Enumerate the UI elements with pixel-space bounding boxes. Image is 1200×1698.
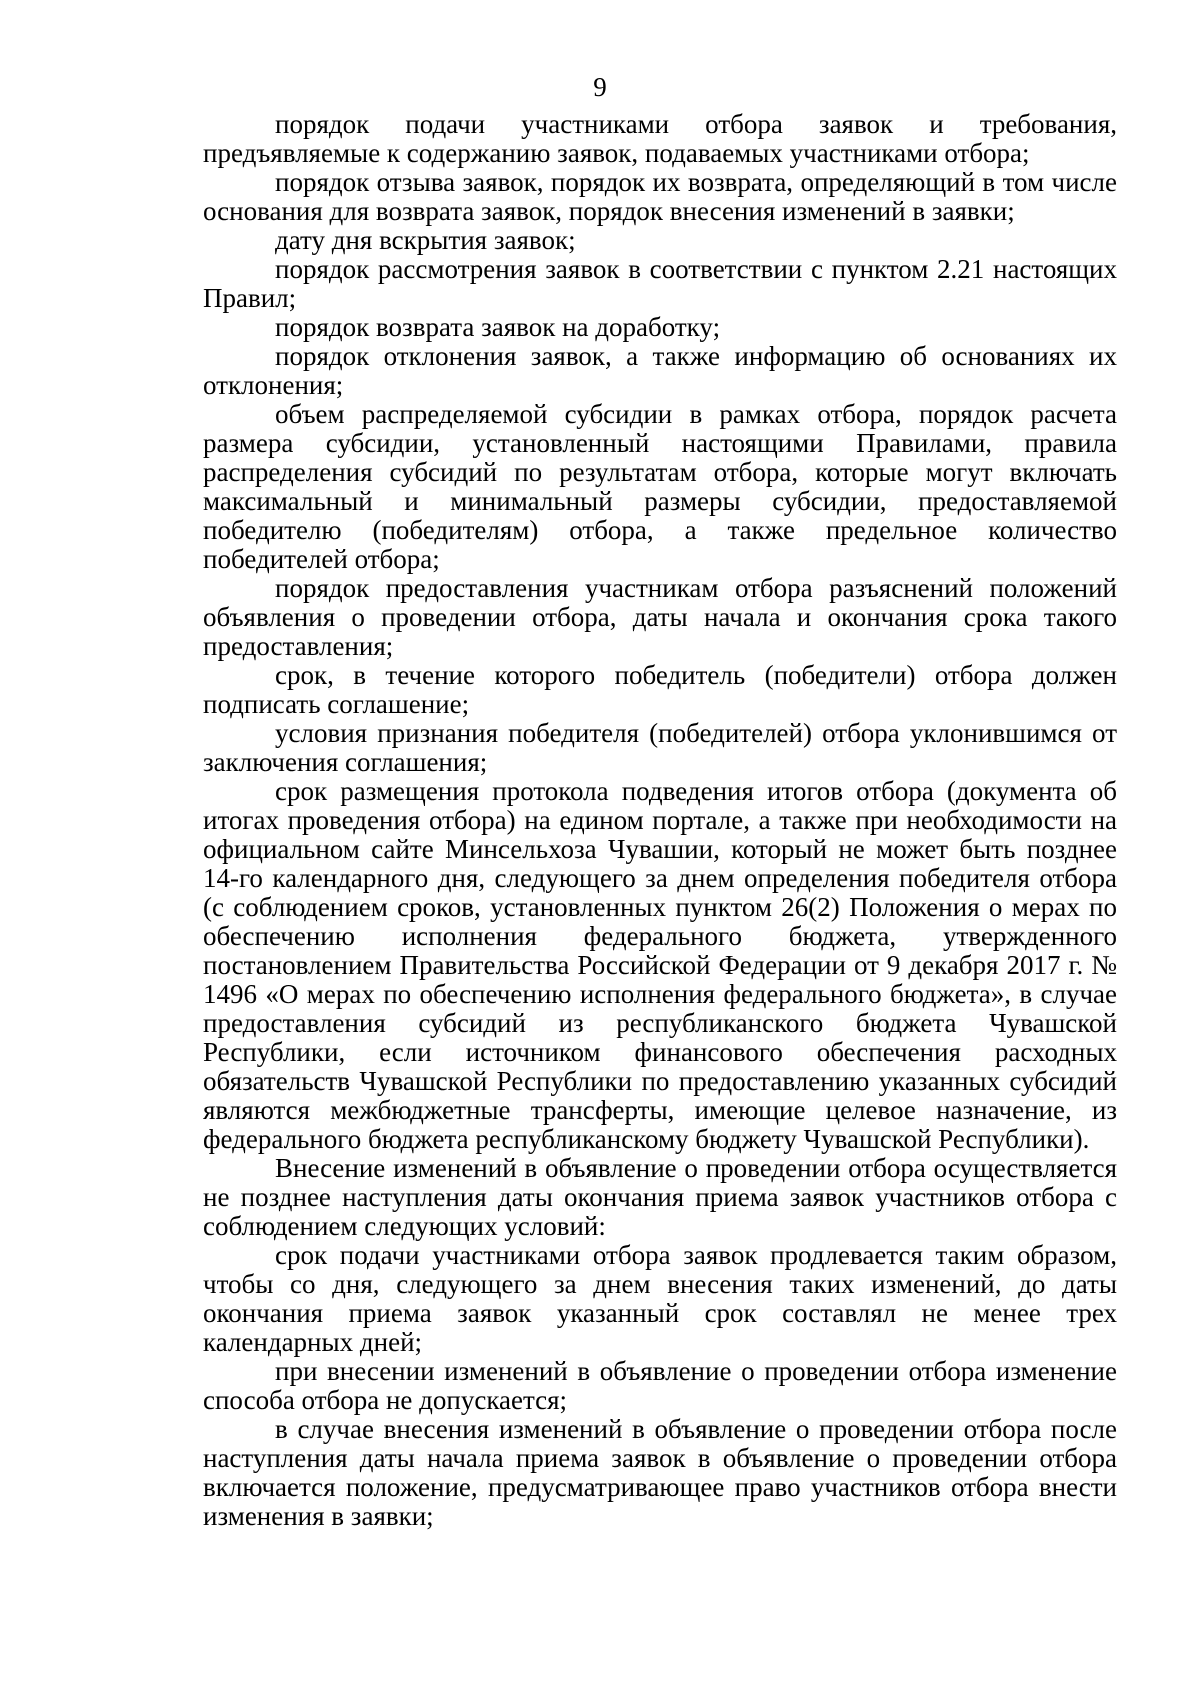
paragraph: срок, в течение которого победитель (победители) отбора должен подписать соглашение;: [203, 660, 1117, 719]
paragraph: порядок возврата заявок на доработку;: [275, 312, 721, 342]
paragraph: в случае внесения изменений в объявление о проведении отбора после наступления даты начала приема заявок в объявление о проведении отбора включается положение, предусматривающее право участников отбора внести изменения в заявки;: [203, 1414, 1117, 1531]
document-body: [203, 110, 1117, 1531]
paragraph: при внесении изменений в объявление о проведении отбора изменение способа отбора не допускается;: [203, 1356, 1117, 1415]
paragraph: порядок подачи участниками отбора заявок и требования, предъявляемые к содержанию заявок, подаваемых участниками отбора;: [203, 109, 1117, 168]
page-number: 9: [593, 72, 607, 102]
paragraph: срок подачи участниками отбора заявок продлевается таким образом, чтобы со дня, следующего за днем внесения таких изменений, до даты окончания приема заявок указанный срок составлял не менее трех календарных дней;: [203, 1240, 1117, 1357]
paragraph: условия признания победителя (победителей) отбора уклонившимся от заключения соглашения;: [203, 718, 1117, 777]
paragraph: срок размещения протокола подведения итогов отбора (документа об итогах проведения отбора) на едином портале, а также при необходимости на официальном сайте Минсельхоза Чувашии, который не может быть позднее 14-го календарного дня, следующего за днем определения победителя отбора (с соблюдением сроков, установленных пунктом 26(2) Положения о мерах по обеспечению исполнения федерального бюджета, утвержденного постановлением Правительства Российской Федерации от 9 декабря 2017 г. № 1496 «О мерах по обеспечению исполнения федерального бюджета», в случае предоставления субсидий из республиканского бюджета Чувашской Республики, если источником финансового обеспечения расходных обязательств Чувашской Республики по предоставлению указанных субсидий являются межбюджетные трансферты, имеющие целевое назначение, из федерального бюджета республиканскому бюджету Чувашской Республики).: [203, 776, 1117, 1154]
paragraph: порядок отзыва заявок, порядок их возврата, определяющий в том числе основания для возврата заявок, порядок внесения изменений в заявки;: [203, 167, 1117, 226]
paragraph: дату дня вскрытия заявок;: [275, 225, 576, 255]
paragraph: порядок рассмотрения заявок в соответствии с пунктом 2.21 настоящих Правил;: [203, 254, 1117, 313]
paragraph: порядок предоставления участникам отбора разъяснений положений объявления о проведении отбора, даты начала и окончания срока такого предоставления;: [203, 573, 1117, 661]
paragraph: порядок отклонения заявок, а также информацию об основаниях их отклонения;: [203, 341, 1117, 400]
paragraph: Внесение изменений в объявление о проведении отбора осуществляется не позднее наступления даты окончания приема заявок участников отбора с соблюдением следующих условий:: [203, 1153, 1117, 1241]
paragraph: объем распределяемой субсидии в рамках отбора, порядок расчета размера субсидии, установленный настоящими Правилами, правила распределения субсидий по результатам отбора, которые могут включать максимальный и минимальный размеры субсидии, предоставляемой победителю (победителям) отбора, а также предельное количество победителей отбора;: [203, 399, 1117, 574]
